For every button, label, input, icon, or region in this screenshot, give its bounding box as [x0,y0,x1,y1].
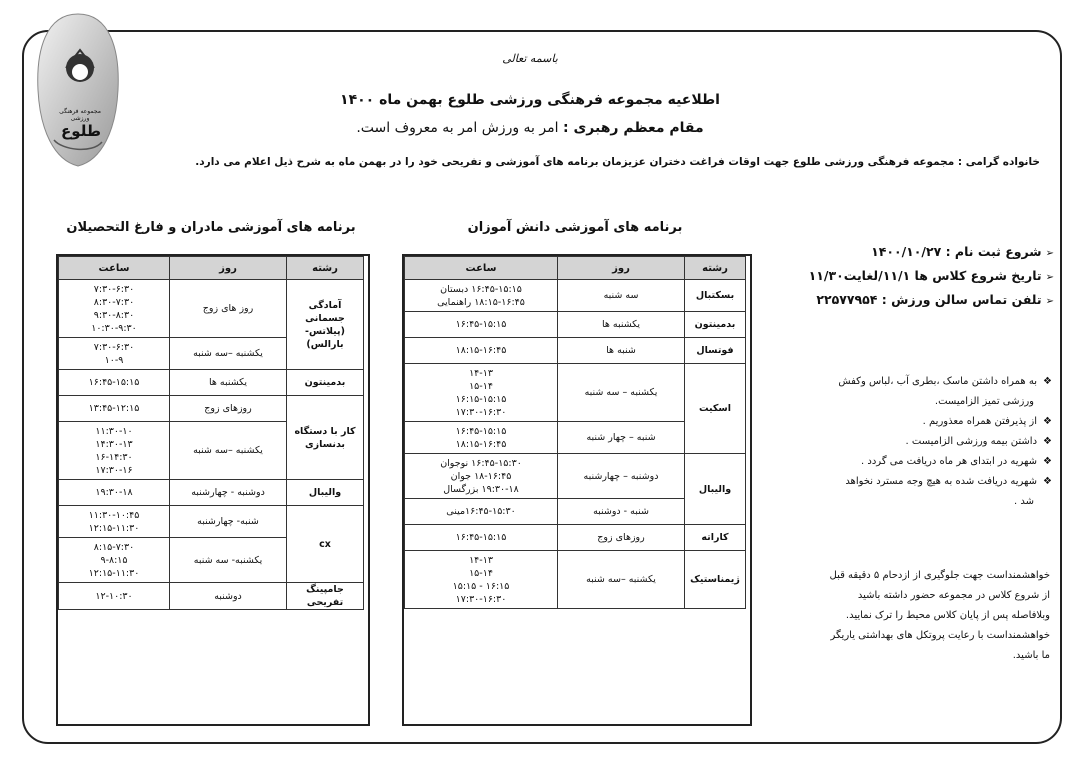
time-cell [59,480,170,506]
time-cell [405,454,558,499]
diamond-bullet-icon: ❖ [1043,376,1052,387]
day-cell: دوشنبه - چهارشنبه [170,480,287,506]
sport-cell: آمادگی جسمانی (پیلاتس-بارالس) [287,280,364,370]
mothers-table [58,256,364,610]
time-line: ۷:۳۰-۶:۳۰ [93,283,135,295]
time-cell [405,499,558,525]
time-line: ۱۲:۱۵-۱۱:۳۰ [88,567,140,579]
students-table [404,256,746,609]
sport-cell: اسکیت [685,364,746,454]
time-line: ۱۶:۴۵-۱۵:۳۰ نوجوان [440,457,522,469]
day-cell: شنبه- چهارشنبه [170,506,287,538]
time-cell [59,538,170,583]
table-row [59,280,364,338]
time-line: ۱۶:۴۵-۱۵:۱۵ [455,425,507,437]
day-cell: روزهای زوج [170,396,287,422]
sport-cell: کاراته [685,525,746,551]
note-item: ❖به همراه داشتن ماسک ،بطری آب ،لباس وکفش [838,376,1052,387]
day-cell: دوشنبه [170,583,287,610]
table-row [59,370,364,396]
day-cell: شنبه - دوشنبه [558,499,685,525]
time-cell [405,364,558,422]
table-row [405,280,746,312]
closing-line: ما باشید. [1012,650,1050,661]
time-line: ۱۲-۱۰:۳۰ [95,590,133,602]
time-cell [405,312,558,338]
time-line: ۱۸-۱۶:۴۵ جوان [450,470,512,482]
time-line: ۱۶:۱۵-۱۵:۱۵ [455,393,507,405]
time-line: ۱۹:۳۰-۱۸ [95,487,133,498]
time-line: ۱۶:۴۵-۱۵:۱۵ [455,319,507,330]
time-cell [405,338,558,364]
diamond-bullet-icon: ❖ [1043,436,1052,447]
time-cell [405,525,558,551]
time-line: ۱۶-۱۴:۳۰ [95,451,133,463]
closing-line: از شروع کلاس در مجموعه حضور داشته باشید [857,590,1050,601]
table-row [59,480,364,506]
time-cell [59,396,170,422]
time-line: ۹-۸:۱۵ [100,554,128,566]
closing-line: وبلافاصله پس از پایان کلاس محیط را ترک نمایید. [845,610,1050,621]
mothers-col-time: ساعت [59,257,170,280]
time-line: ۱۲:۱۵-۱۱:۳۰ [88,522,140,534]
time-cell [59,506,170,538]
time-line: ۱۸:۱۵-۱۶:۴۵ [455,438,507,450]
time-line: ۱۸:۱۵-۱۶:۴۵ راهنمایی [437,296,525,308]
table-row [59,396,364,422]
day-cell: یکشنبه ها [170,370,287,396]
time-cell [405,280,558,312]
time-line: ۷:۳۰-۶:۳۰ [93,341,135,353]
note-item: ❖داشتن بیمه ورزشی الزامیست . [905,436,1052,447]
table-row [405,364,746,422]
info-phone-text: تلفن تماس سالن ورزش : ۲۲۵۷۷۹۵۴ [816,292,1042,307]
table-row [59,506,364,538]
sport-cell: جامپینگ تفریحی [287,583,364,610]
sport-cell: بسکتبال [685,280,746,312]
quote-label: مقام معظم رهبری : [562,120,704,136]
mothers-col-sport: رشته [287,257,364,280]
closing-line: خواهشمنداست با رعایت پروتکل های بهداشتی یاریگر [830,630,1050,641]
note-item: ❖شهریه در ابتدای هر ماه دریافت می گردد . [861,456,1052,467]
note-item: ❖از پذیرفتن همراه معذوریم . [922,416,1052,427]
time-cell [59,583,170,610]
day-cell: یکشنبه –سه شنبه [558,551,685,609]
arrow-icon: ➢ [1045,296,1054,307]
diamond-bullet-icon: ❖ [1043,456,1052,467]
time-line: ۱۰-۹ [104,354,124,366]
time-cell [59,422,170,480]
time-cell [59,280,170,338]
time-line: ۱۶:۴۵-۱۵:۱۵ [88,377,140,388]
sport-cell: والیبال [685,454,746,525]
page-title: اطلاعیه مجموعه فرهنگی ورزشی طلوع بهمن ماه ۱۴۰۰ [340,92,720,108]
students-col-time: ساعت [405,257,558,280]
day-cell: یکشنبه –سه شنبه [170,422,287,480]
closing-text [760,566,1050,666]
time-line: ۱۶:۴۵-۱۵:۱۵ دبستان [440,283,522,295]
time-line: ۱۴-۱۳ [469,554,493,566]
time-line: ۱۸:۱۵-۱۶:۴۵ [455,345,507,356]
day-cell: یکشنبه – سه شنبه [558,364,685,422]
day-cell: دوشنبه – چهارشنبه [558,454,685,499]
time-line: ۱۹:۳۰-۱۸ بزرگسال [443,483,519,495]
note-item: ورزشی تمیز الزامیست. [934,396,1034,407]
sport-cell: فوتسال [685,338,746,364]
time-line: ۱۶:۴۵-۱۵:۳۰مینی [446,506,516,517]
time-line: ۱۶:۴۵-۱۵:۱۵ [455,532,507,543]
day-cell: سه شنبه [558,280,685,312]
info-class-dates [809,268,1054,283]
table-row [405,312,746,338]
time-line: ۸:۳۰-۷:۳۰ [93,296,135,308]
diamond-bullet-icon: ❖ [1043,416,1052,427]
mothers-col-day: روز [170,257,287,280]
logo-small-text: مجموعه فرهنگی ورزشی [59,108,101,122]
logo-badge-icon [32,10,124,170]
time-line: ۱۷:۳۰-۱۶:۳۰ [455,593,507,605]
students-heading: برنامه های آموزشی دانش آموزان [467,220,683,235]
table-row [405,551,746,609]
time-line: ۱۶:۱۵ - ۱۵:۱۵ [452,580,510,592]
info-phone [816,292,1054,307]
time-cell [405,422,558,454]
info-class-dates-text: تاریخ شروع کلاس ها ۱۱/۱/لغایت۱۱/۳۰ [808,268,1042,283]
time-line: ۱۵-۱۴ [469,567,493,579]
time-line: ۱۰:۳۰-۹:۳۰ [91,322,137,334]
time-cell [405,551,558,609]
students-col-sport: رشته [685,257,746,280]
table-row [405,454,746,499]
sport-cell: بدمینتون [287,370,364,396]
time-line: ۱۳:۴۵-۱۲:۱۵ [88,403,140,414]
time-line: ۱۴-۱۳ [469,367,493,379]
time-line: ۱۴:۳۰-۱۳ [95,438,133,450]
logo-name: طلوع [61,122,101,140]
table-row [59,583,364,610]
day-cell: یکشنبه ها [558,312,685,338]
time-line: ۱۵-۱۴ [469,380,493,392]
day-cell: شنبه ها [558,338,685,364]
logo [32,10,124,170]
closing-line: خواهشمنداست جهت جلوگیری از ازدحام ۵ دقیقه قبل [829,570,1050,581]
bismillah: باسمه تعالی [502,52,558,65]
time-line: ۸:۱۵-۷:۳۰ [93,541,135,553]
info-registration [871,244,1054,259]
leader-quote [160,120,900,136]
sport-cell: cx [287,506,364,583]
students-col-day: روز [558,257,685,280]
day-cell: یکشنبه- سه شنبه [170,538,287,583]
time-line: ۱۷:۳۰-۱۶ [95,464,133,476]
time-line: ۱۱:۳۰-۱۰:۴۵ [88,509,140,521]
day-cell: روز های زوج [170,280,287,338]
time-line: ۹:۳۰-۸:۳۰ [93,309,135,321]
day-cell: شنبه – چهار شنبه [558,422,685,454]
table-row [405,525,746,551]
info-registration-text: شروع ثبت نام : ۱۴۰۰/۱۰/۲۷ [871,244,1042,259]
intro-text: خانواده گرامی : مجموعه فرهنگی ورزشی طلوع جهت اوقات فراغت دختران عزیزمان برنامه های آموزشی و تفریحی خود را در بهمن ماه به شرح ذیل اعلام می دارد. [195,156,1040,168]
quote-text: امر به ورزش امر به معروف است. [356,120,559,136]
sport-cell: ژیمناستیک [685,551,746,609]
sport-cell: کار با دستگاه بدنسازی [287,396,364,480]
mothers-heading: برنامه های آموزشی مادران و فارغ التحصیلان [66,220,356,235]
notes-list [760,372,1052,512]
time-line: ۱۱:۳۰-۱۰ [95,425,133,437]
sport-cell: والیبال [287,480,364,506]
time-line: ۱۷:۳۰-۱۶:۳۰ [455,406,507,418]
sport-cell: بدمینتون [685,312,746,338]
time-cell [59,338,170,370]
diamond-bullet-icon: ❖ [1043,476,1052,487]
time-cell [59,370,170,396]
arrow-icon: ➢ [1045,272,1054,283]
note-item: شد . [1014,496,1034,507]
day-cell: روزهای زوج [558,525,685,551]
day-cell: یکشنبه –سه شنبه [170,338,287,370]
arrow-icon: ➢ [1045,248,1054,259]
note-item: ❖شهریه دریافت شده به هیچ وجه مسترد نخواهد [845,476,1052,487]
table-row [405,338,746,364]
